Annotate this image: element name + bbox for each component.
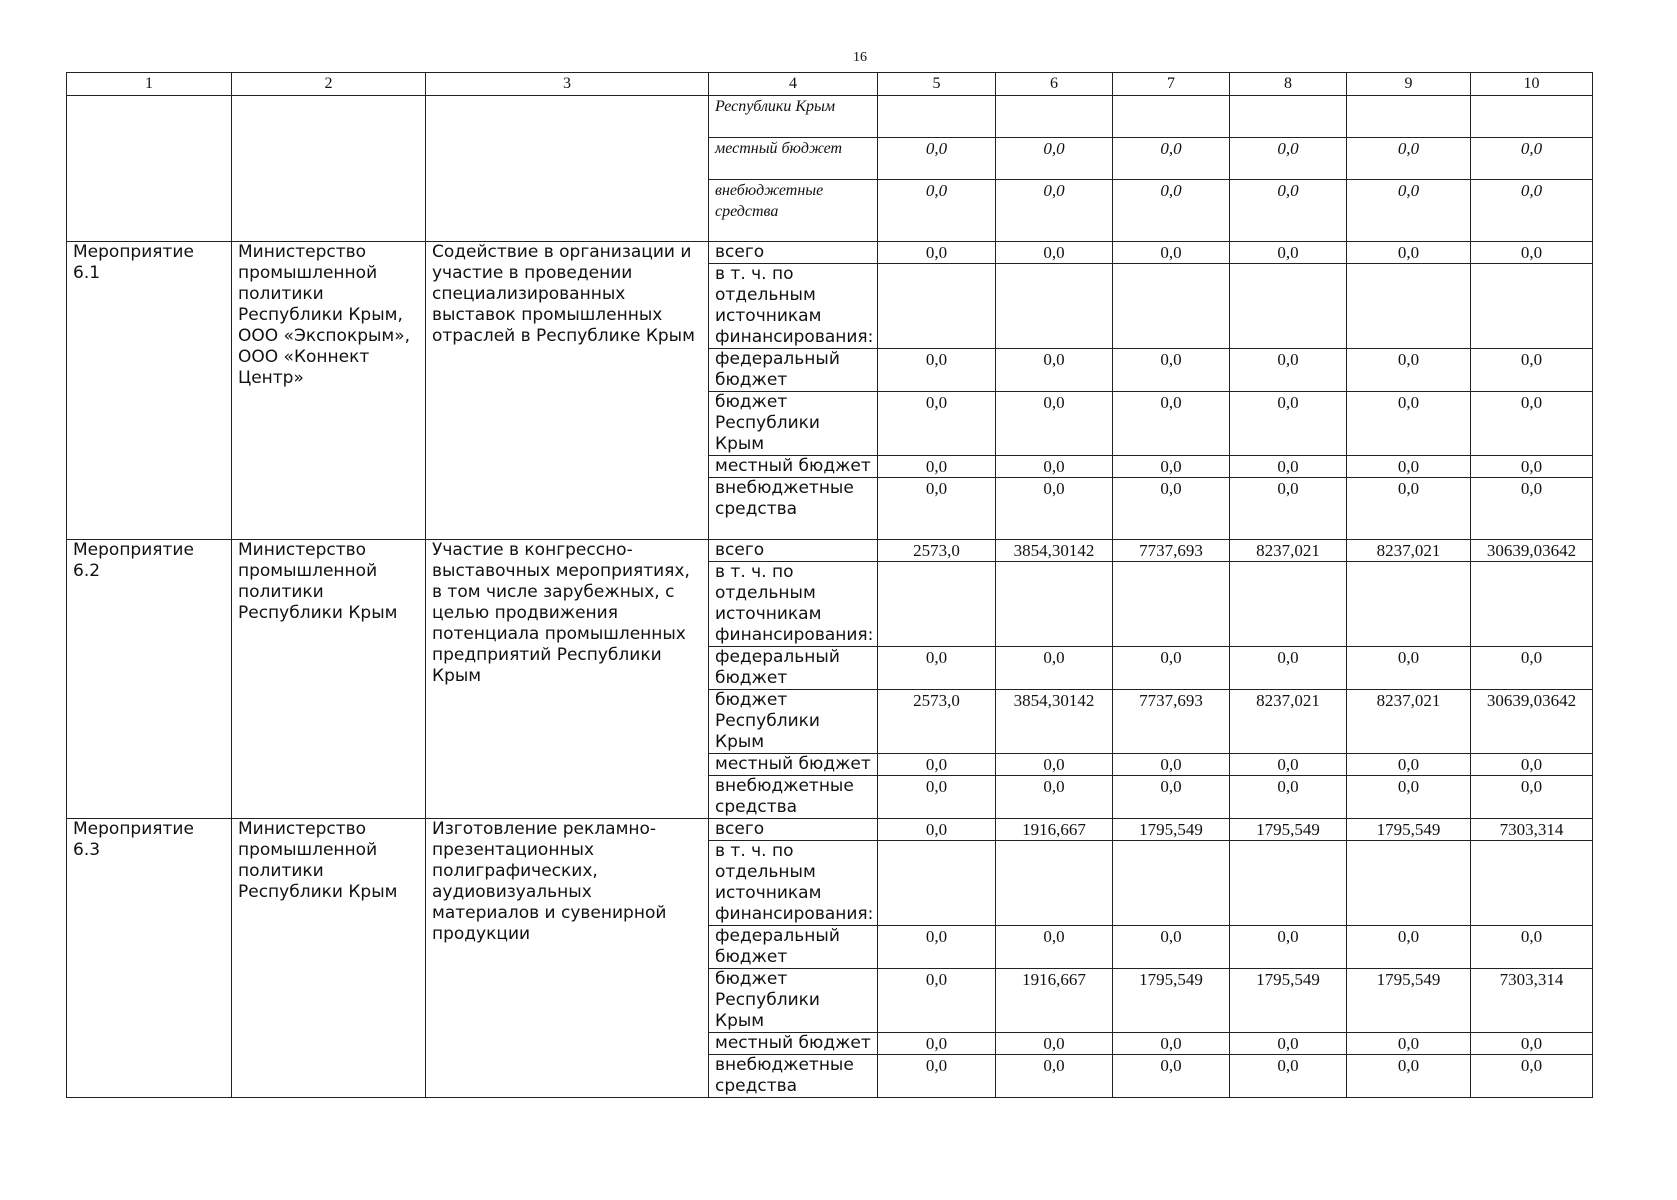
value-cell: 0,0	[996, 456, 1113, 478]
value-cell: 1795,549	[1347, 969, 1471, 1033]
funding-source: федеральный бюджет	[709, 926, 878, 969]
value-cell: 0,0	[1471, 180, 1593, 242]
value-cell	[878, 96, 996, 138]
value-cell: 0,0	[1347, 392, 1471, 456]
value-cell: 0,0	[1113, 242, 1230, 264]
header-cell: 5	[878, 73, 996, 96]
value-cell: 0,0	[1471, 392, 1593, 456]
header-cell: 6	[996, 73, 1113, 96]
event-row	[67, 242, 1593, 264]
value-cell: 0,0	[1113, 647, 1230, 690]
value-cell: 3854,30142	[996, 540, 1113, 562]
value-cell	[1471, 264, 1593, 349]
value-cell: 0,0	[1113, 456, 1230, 478]
value-cell	[996, 96, 1113, 138]
header-cell: 7	[1113, 73, 1230, 96]
value-cell: 2573,0	[878, 690, 996, 754]
value-cell	[878, 264, 996, 349]
value-cell: 0,0	[1347, 647, 1471, 690]
funding-source: федеральный бюджет	[709, 647, 878, 690]
funding-source: в т. ч. по отдельным источникам финансирования:	[709, 841, 878, 926]
value-cell: 7303,314	[1471, 819, 1593, 841]
continuation-col2	[232, 96, 426, 242]
header-cell: 3	[426, 73, 709, 96]
value-cell: 0,0	[996, 776, 1113, 819]
funding-source: в т. ч. по отдельным источникам финансирования:	[709, 264, 878, 349]
value-cell: 7303,314	[1471, 969, 1593, 1033]
event-description: Изготовление рекламно-презентационных полиграфических, аудиовизуальных материалов и сувенирной продукции	[426, 819, 709, 1098]
value-cell: 0,0	[1471, 456, 1593, 478]
header-cell: 2	[232, 73, 426, 96]
value-cell: 0,0	[1471, 1055, 1593, 1098]
value-cell: 8237,021	[1230, 690, 1347, 754]
event-row	[67, 540, 1593, 562]
value-cell: 0,0	[1471, 647, 1593, 690]
value-cell: 0,0	[1230, 138, 1347, 180]
value-cell	[1230, 841, 1347, 926]
value-cell: 0,0	[996, 1033, 1113, 1055]
value-cell: 0,0	[878, 456, 996, 478]
value-cell: 0,0	[1471, 349, 1593, 392]
value-cell	[1113, 841, 1230, 926]
funding-source: в т. ч. по отдельным источникам финансирования:	[709, 562, 878, 647]
funding-source: Республики Крым	[709, 96, 878, 138]
value-cell: 8237,021	[1347, 540, 1471, 562]
value-cell: 0,0	[1113, 926, 1230, 969]
value-cell: 0,0	[878, 138, 996, 180]
value-cell: 30639,03642	[1471, 540, 1593, 562]
value-cell	[1230, 562, 1347, 647]
value-cell: 0,0	[1347, 1033, 1471, 1055]
value-cell: 0,0	[996, 242, 1113, 264]
value-cell: 0,0	[996, 180, 1113, 242]
continuation-col1	[67, 96, 232, 242]
value-cell: 8237,021	[1347, 690, 1471, 754]
value-cell: 0,0	[1471, 138, 1593, 180]
value-cell: 0,0	[1471, 478, 1593, 540]
value-cell	[996, 562, 1113, 647]
value-cell	[1471, 841, 1593, 926]
value-cell: 0,0	[878, 392, 996, 456]
event-executor: Министерство промышленной политики Республики Крым	[232, 540, 426, 819]
value-cell	[1471, 562, 1593, 647]
value-cell: 0,0	[996, 647, 1113, 690]
value-cell: 0,0	[1471, 754, 1593, 776]
value-cell	[996, 841, 1113, 926]
value-cell: 0,0	[1347, 242, 1471, 264]
event-executor: Министерство промышленной политики Республики Крым, ООО «Экспокрым», ООО «Коннект Центр»	[232, 242, 426, 540]
value-cell: 0,0	[1347, 180, 1471, 242]
value-cell	[1471, 96, 1593, 138]
funding-source: бюджет Республики Крым	[709, 969, 878, 1033]
value-cell: 1916,667	[996, 969, 1113, 1033]
value-cell: 0,0	[1230, 926, 1347, 969]
value-cell: 0,0	[878, 776, 996, 819]
event-name: Мероприятие 6.1	[67, 242, 232, 540]
value-cell: 0,0	[878, 242, 996, 264]
value-cell: 0,0	[878, 1055, 996, 1098]
funding-source: всего	[709, 540, 878, 562]
value-cell: 0,0	[1113, 180, 1230, 242]
value-cell: 0,0	[1347, 776, 1471, 819]
value-cell: 0,0	[996, 754, 1113, 776]
header-cell: 10	[1471, 73, 1593, 96]
value-cell: 0,0	[878, 1033, 996, 1055]
funding-source: местный бюджет	[709, 754, 878, 776]
funding-source: всего	[709, 819, 878, 841]
value-cell	[878, 562, 996, 647]
value-cell: 0,0	[1113, 1033, 1230, 1055]
value-cell: 0,0	[996, 926, 1113, 969]
value-cell: 0,0	[1347, 926, 1471, 969]
value-cell: 0,0	[1113, 478, 1230, 540]
value-cell: 0,0	[878, 647, 996, 690]
value-cell: 0,0	[1113, 138, 1230, 180]
funding-table	[66, 72, 1593, 1098]
value-cell: 0,0	[878, 819, 996, 841]
event-description: Содействие в организации и участие в проведении специализированных выставок промышленных отраслей в Республике Крым	[426, 242, 709, 540]
value-cell: 0,0	[878, 349, 996, 392]
value-cell: 30639,03642	[1471, 690, 1593, 754]
value-cell: 0,0	[878, 969, 996, 1033]
value-cell	[1113, 562, 1230, 647]
value-cell: 0,0	[1113, 349, 1230, 392]
value-cell: 0,0	[878, 926, 996, 969]
funding-source: местный бюджет	[709, 456, 878, 478]
value-cell: 0,0	[1230, 349, 1347, 392]
value-cell: 0,0	[1230, 180, 1347, 242]
value-cell: 0,0	[1471, 1033, 1593, 1055]
value-cell	[878, 841, 996, 926]
value-cell: 1795,549	[1113, 819, 1230, 841]
value-cell: 3854,30142	[996, 690, 1113, 754]
value-cell: 0,0	[1113, 776, 1230, 819]
value-cell: 0,0	[996, 1055, 1113, 1098]
funding-source: местный бюджет	[709, 1033, 878, 1055]
value-cell: 0,0	[1347, 478, 1471, 540]
value-cell: 0,0	[1230, 754, 1347, 776]
value-cell: 1795,549	[1230, 819, 1347, 841]
funding-source: бюджет Республики Крым	[709, 690, 878, 754]
event-row	[67, 819, 1593, 841]
value-cell: 0,0	[1347, 1055, 1471, 1098]
funding-source: местный бюджет	[709, 138, 878, 180]
value-cell: 0,0	[1347, 754, 1471, 776]
value-cell: 1795,549	[1113, 969, 1230, 1033]
value-cell: 0,0	[996, 138, 1113, 180]
header-cell: 9	[1347, 73, 1471, 96]
value-cell: 0,0	[1347, 349, 1471, 392]
value-cell: 2573,0	[878, 540, 996, 562]
value-cell	[1347, 841, 1471, 926]
header-cell: 4	[709, 73, 878, 96]
value-cell: 0,0	[1230, 776, 1347, 819]
value-cell	[996, 264, 1113, 349]
funding-source: внебюджетные средства	[709, 180, 878, 242]
event-name: Мероприятие 6.3	[67, 819, 232, 1098]
value-cell: 1795,549	[1230, 969, 1347, 1033]
value-cell: 0,0	[1230, 1055, 1347, 1098]
funding-source: федеральный бюджет	[709, 349, 878, 392]
value-cell	[1230, 264, 1347, 349]
value-cell: 0,0	[1230, 456, 1347, 478]
value-cell: 0,0	[1230, 647, 1347, 690]
funding-source: внебюджетные средства	[709, 478, 878, 540]
value-cell: 0,0	[1471, 242, 1593, 264]
value-cell: 0,0	[1230, 1033, 1347, 1055]
value-cell: 0,0	[996, 478, 1113, 540]
event-description: Участие в конгрессно-выставочных мероприятиях, в том числе зарубежных, с целью продвижения потенциала промышленных предприятий Республики Крым	[426, 540, 709, 819]
value-cell: 0,0	[1113, 392, 1230, 456]
value-cell: 0,0	[1347, 138, 1471, 180]
value-cell	[1347, 562, 1471, 647]
header-cell: 8	[1230, 73, 1347, 96]
value-cell: 0,0	[1347, 456, 1471, 478]
header-row	[67, 73, 1593, 96]
value-cell: 0,0	[1230, 392, 1347, 456]
value-cell: 7737,693	[1113, 540, 1230, 562]
value-cell: 0,0	[1113, 1055, 1230, 1098]
value-cell: 0,0	[878, 478, 996, 540]
value-cell	[1347, 96, 1471, 138]
value-cell: 1916,667	[996, 819, 1113, 841]
value-cell: 0,0	[996, 349, 1113, 392]
value-cell: 8237,021	[1230, 540, 1347, 562]
value-cell	[1230, 96, 1347, 138]
funding-source: внебюджетные средства	[709, 776, 878, 819]
continuation-col3	[426, 96, 709, 242]
value-cell: 0,0	[1230, 478, 1347, 540]
header-cell: 1	[67, 73, 232, 96]
value-cell: 1795,549	[1347, 819, 1471, 841]
event-executor: Министерство промышленной политики Республики Крым	[232, 819, 426, 1098]
value-cell: 0,0	[996, 392, 1113, 456]
value-cell	[1113, 264, 1230, 349]
value-cell	[1347, 264, 1471, 349]
page-number: 16	[853, 50, 867, 65]
value-cell	[1113, 96, 1230, 138]
value-cell: 0,0	[1230, 242, 1347, 264]
value-cell: 0,0	[1471, 926, 1593, 969]
value-cell: 0,0	[1113, 754, 1230, 776]
funding-source: бюджет Республики Крым	[709, 392, 878, 456]
value-cell: 0,0	[878, 180, 996, 242]
value-cell: 0,0	[1471, 776, 1593, 819]
funding-source: всего	[709, 242, 878, 264]
value-cell: 0,0	[878, 754, 996, 776]
funding-source: внебюджетные средства	[709, 1055, 878, 1098]
event-name: Мероприятие 6.2	[67, 540, 232, 819]
value-cell: 7737,693	[1113, 690, 1230, 754]
continuation-row	[67, 96, 1593, 138]
